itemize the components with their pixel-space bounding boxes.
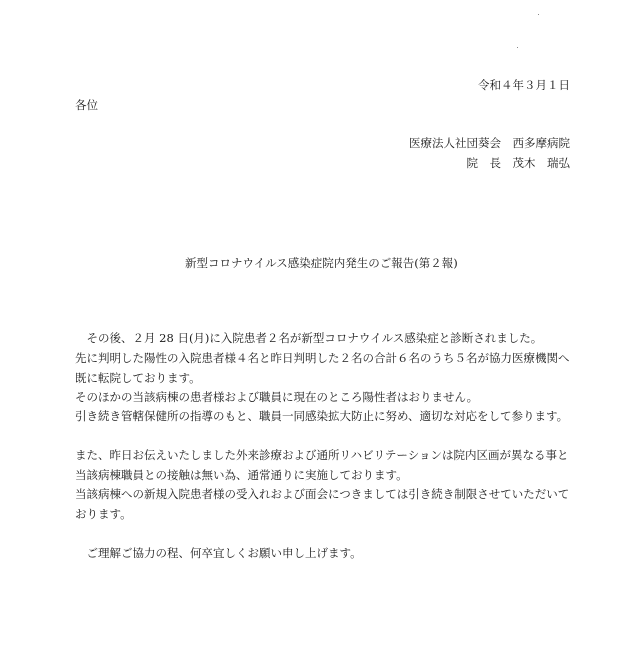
scan-speck — [538, 14, 539, 15]
paragraph1-line: 引き続き管轄保健所の指導のもと、職員一同感染拡大防止に努め、適切な対応をして参ります。 — [75, 409, 569, 423]
addressee: 各位 — [75, 98, 98, 112]
sender-title-name: 院 長 茂木 瑞弘 — [466, 156, 570, 170]
paragraph2-line: 当該病棟への新規入院患者様の受入れおよび面会につきましては引き続き制限させていただいて — [75, 487, 570, 501]
paragraph1-line: 先に判明した陽性の入院患者様４名と昨日判明した２名の合計６名のうち５名が協力医療機関へ — [75, 351, 570, 365]
document-date: 令和４年３月１日 — [478, 78, 570, 92]
paragraph1-line: その後、２月 28 日(月)に入院患者２名が新型コロナウイルス感染症と診断されました。 — [75, 331, 543, 345]
sender-organization: 医療法人社団葵会 西多摩病院 — [409, 136, 570, 150]
document-title: 新型コロナウイルス感染症院内発生のご報告(第２報) — [185, 256, 458, 270]
scan-speck — [517, 47, 518, 48]
paragraph1-line: 既に転院しております。 — [75, 371, 201, 385]
paragraph2-line: 当該病棟職員との接触は無い為、通常通りに実施しております。 — [75, 468, 408, 482]
paragraph2-line: また、昨日お伝えいたしました外来診療および通所リハビリテーションは院内区画が異なる事と — [75, 448, 569, 462]
paragraph1-line: そのほかの当該病棟の患者様および職員に現在のところ陽性者はおりません。 — [75, 390, 479, 404]
paragraph2-line: おります。 — [75, 507, 132, 521]
closing-line: ご理解ご協力の程、何卒宜しくお願い申し上げます。 — [75, 546, 362, 560]
